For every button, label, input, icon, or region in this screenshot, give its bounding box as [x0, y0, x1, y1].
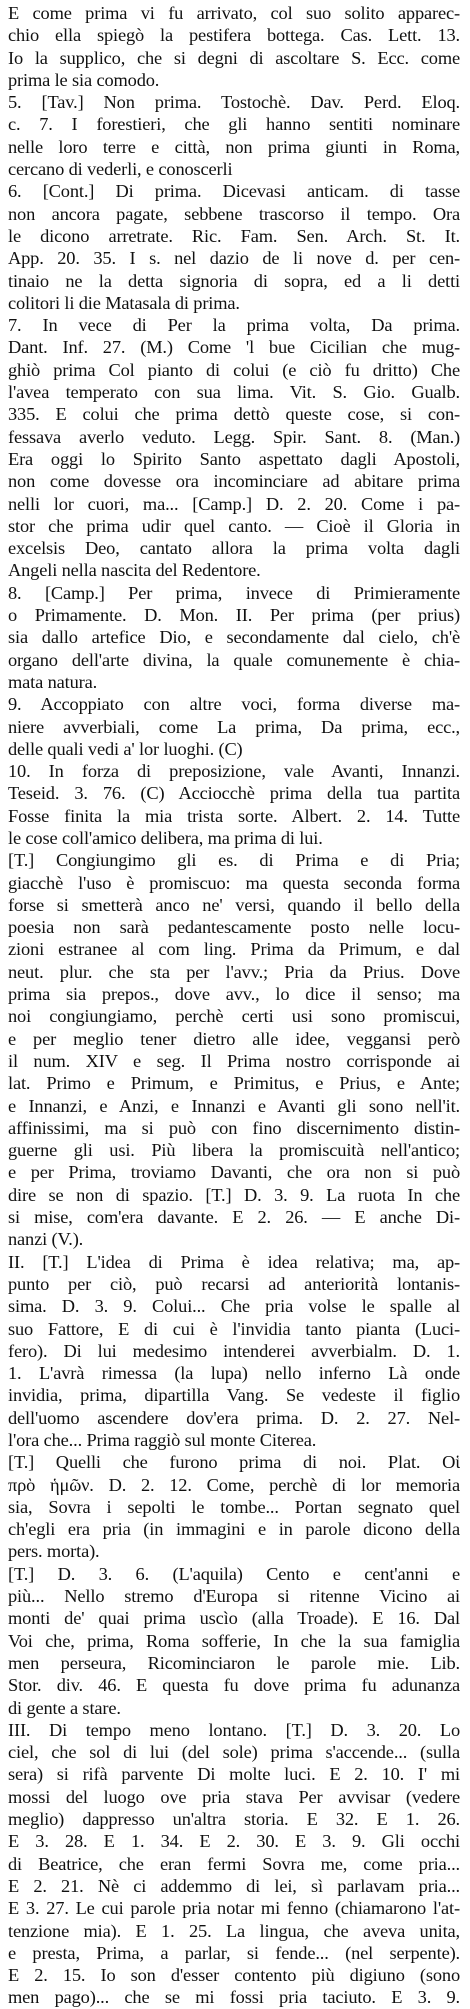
- text-line: E 3. 27. Le cui parole pria notar mi fenno (chiamarono l'at-: [8, 1898, 460, 1919]
- text-line: πρὸ ἡμῶν. D. 2. 12. Come, perchè di lor memoria: [8, 1474, 460, 1495]
- text-line: E 2. 21. Nè ci addemmo di lei, sì parlavam pria...: [8, 1875, 460, 1896]
- text-line: e per meglio tener dietro alle idee, veggansi però: [8, 1028, 460, 1049]
- text-line: monti de' quai prima uscìo (alla Troade). E 16. Dal: [8, 1608, 460, 1629]
- text-line: men pago)... che se mi fossi pria taciuto. E 3. 9.: [8, 1987, 460, 2008]
- text-line: 7. In vece di Per la prima volta, Da prima.: [8, 315, 460, 336]
- text-line: mata natura.: [8, 671, 98, 692]
- text-line: poesia non sarà pedantescamente posto nelle locu-: [8, 917, 460, 938]
- text-line: 9. Accoppiato con altre voci, forma diverse ma-: [8, 694, 460, 715]
- text-line: ch'egli era pria (in immagini e in parole dicono della: [8, 1519, 460, 1540]
- text-line: e per Prima, troviamo Davanti, che ora non si può: [8, 1162, 460, 1183]
- text-line: men perseura, Ricominciaron le parole mie. Lib.: [8, 1652, 460, 1673]
- text-line: non come dovesse ora incominciare ad abitare prima: [8, 471, 460, 492]
- text-line: meglio) dappresso un'altra storia. E 32. E 1. 26.: [8, 1809, 460, 1830]
- text-line: Dant. Inf. 27. (M.) Come 'l bue Cicilian che mug-: [8, 337, 460, 358]
- text-line: tenzione mia). E 1. 25. La lingua, che aveva unita,: [8, 1920, 460, 1941]
- text-line: lat. Primo e Primum, e Primitus, e Prius, e Ante;: [8, 1073, 460, 1094]
- text-line: o Primamente. D. Mon. II. Per prima (per prius): [8, 605, 460, 626]
- text-line: stor che prima udir quel canto. — Cioè il Gloria in: [8, 515, 460, 536]
- text-line: sima. D. 3. 9. Colui... Che pria volse le spalle al: [8, 1296, 460, 1317]
- text-line: 8. [Camp.] Per prima, invece di Primieramente: [8, 582, 460, 603]
- text-line: più... Nello stremo d'Europa si ritenne Vicino ai: [8, 1586, 460, 1607]
- text-line: zioni estranee al com ling. Prima da Primum, e dal: [8, 939, 460, 960]
- text-line: Stor. div. 46. E questa fu dove prima fu adunanza: [8, 1675, 460, 1696]
- text-line: prima sia prepos., dove avv., lo dice il senso; ma: [8, 984, 460, 1005]
- text-line: App. 20. 35. I s. nel dazio de li nove d. per cen-: [8, 248, 460, 269]
- text-line: guerne gli usi. Più libera la promiscuità nell'antico;: [8, 1140, 460, 1161]
- text-line: excelsis Deo, cantato allora la prima volta dagli: [8, 538, 460, 559]
- text-line: di gente a stare.: [8, 1697, 121, 1718]
- text-line: organo dell'arte divina, la quale comunemente è chia-: [8, 649, 460, 670]
- text-line: non ancora pagate, sebbene trascorso il tempo. Ora: [8, 203, 460, 224]
- text-line: sia, Sovra i sepolti le tombe... Portan segnato quel: [8, 1496, 460, 1517]
- text-line: sia dallo artefice Dio, e secondamente dal cielo, ch'è: [8, 627, 460, 648]
- text-line: e Innanzi, e Anzi, e Innanzi e Avanti gli sono nell'it.: [8, 1095, 460, 1116]
- text-line: noi congiungiamo, perchè certi usi sono promiscui,: [8, 1006, 460, 1027]
- text-line: nelli lor cuori, ma... [Camp.] D. 2. 20. Come i pa-: [8, 493, 460, 514]
- text-line: niere avverbiali, come La prima, Da prima, ecc.,: [8, 716, 460, 737]
- text-line: chio ella spiegò la pestifera bottega. Cas. Lett. 13.: [8, 25, 460, 46]
- text-line: III. Di tempo meno lontano. [T.] D. 3. 20. Lo: [8, 1719, 460, 1740]
- text-line: invidia, prima, dipartilla Vang. Se vedeste il figlio: [8, 1385, 460, 1406]
- text-line: Voi che, prima, Roma sofferie, In che la sua famiglia: [8, 1630, 460, 1651]
- text-line: mossi del luogo ove pria stava Per avvisar (vedere: [8, 1786, 460, 1807]
- text-line: fero). Di lui medesimo intenderei avverbialm. D. 1.: [8, 1340, 460, 1361]
- text-line: [T.] Congiungimo gli es. di Prima e di Pria;: [8, 850, 460, 871]
- text-line: si mise, com'era davante. E 2. 26. — E anche Di-: [8, 1207, 460, 1228]
- text-line: forse si smetterà anco ne' versi, quando il bello della: [8, 894, 460, 915]
- text-line: [T.] D. 3. 6. (L'aquila) Cento e cent'anni e: [8, 1563, 460, 1584]
- text-line: le cose coll'amico delibera, ma prima di lui.: [8, 827, 323, 848]
- text-line: punto per ciò, può recarsi ad anteriorità lontanis-: [8, 1273, 460, 1294]
- text-line: il num. XIV e seg. Il Prima nostro corrisponde ai: [8, 1050, 460, 1071]
- text-line: [T.] Quelli che furono prima di noi. Plat. Οἱ: [8, 1452, 460, 1473]
- text-line: 6. [Cont.] Di prima. Dicevasi anticam. di tasse: [8, 181, 460, 202]
- text-line: pers. morta).: [8, 1541, 100, 1562]
- text-line: le dicono arretrate. Ric. Fam. Sen. Arch. St. It.: [8, 225, 460, 246]
- text-line: E 2. 15. Io son d'esser contento più digiuno (sono: [8, 1965, 460, 1986]
- text-line: 335. E colui che prima dettò queste cose, si con-: [8, 404, 460, 425]
- text-line: dell'uomo ascendere dov'era prima. D. 2. 27. Nel-: [8, 1407, 460, 1428]
- text-line: l'ora che... Prima raggiò sul monte Citerea.: [8, 1430, 317, 1450]
- text-line: nelle loro terre e città, non prima giunti in Roma,: [8, 136, 460, 157]
- text-line: nanzi (V.).: [8, 1229, 84, 1250]
- text-line: dire se non di spazio. [T.] D. 3. 9. La ruota In che: [8, 1184, 460, 1205]
- text-line: fessava averlo veduto. Legg. Spir. Sant. 8. (Man.): [8, 426, 460, 447]
- text-line: 10. In forza di preposizione, vale Avanti, Innanzi.: [8, 761, 460, 782]
- text-line: di Beatrice, che eran fermi Sovra me, come pria...: [8, 1853, 460, 1874]
- text-line: E 3. 28. E 1. 34. E 2. 30. E 3. 9. Gli occhi: [8, 1831, 460, 1852]
- text-line: giacchè l'uso è promiscuo: ma questa seconda forma: [8, 872, 460, 893]
- text-line: tinaio ne la detta signoria di sopra, ed a li detti: [8, 270, 460, 291]
- text-line: delle quali vedi a' lor luoghi. (C): [8, 738, 243, 759]
- text-line: Era oggi lo Spirito Santo aspettato dagli Apostoli,: [8, 448, 460, 469]
- text-line: neut. plur. che sta per l'avv.; Pria da Prius. Dove: [8, 961, 460, 982]
- text-line: affinissimi, ma si può con fino discernimento distin-: [8, 1117, 460, 1138]
- text-line: c. 7. I forestieri, che gli hanno sentiti nominare: [8, 114, 460, 135]
- text-line: suo Fattore, E di cui è l'invidia tanto pianta (Luci-: [8, 1318, 460, 1339]
- text-line: ciel, che sol di lui (del sole) prima s'accende... (sulla: [8, 1742, 460, 1763]
- text-line: Teseid. 3. 76. (C) Acciocchè prima della tua partita: [8, 783, 460, 804]
- text-line: 5. [Tav.] Non prima. Tostochè. Dav. Perd. Eloq.: [8, 92, 460, 113]
- text-line: colitori li die Matasala di prima.: [8, 292, 240, 313]
- text-line: sera) si rifà parvente Di molte luci. E 2. 10. I' mi: [8, 1764, 460, 1785]
- text-line: prima le sia comodo.: [8, 69, 160, 90]
- text-line: E come prima vi fu arrivato, col suo solito apparec-: [8, 3, 460, 23]
- text-line: Fosse finita la mia trista sorte. Albert. 2. 14. Tutte: [8, 805, 460, 826]
- text-line: e presta, Prima, a parlar, si fende... (nel serpente).: [8, 1942, 460, 1963]
- text-line: cercano di vederli, e conoscerli: [8, 159, 233, 180]
- text-line: Io la supplico, che si degni di ascoltare S. Ecc. come: [8, 47, 460, 68]
- text-line: II. [T.] L'idea di Prima è idea relativa; ma, ap-: [8, 1251, 460, 1272]
- text-line: l'avea temperato con sua lima. Vit. S. Gio. Gualb.: [8, 382, 460, 403]
- text-line: ghiò prima Col pianto di colui (e ciò fu dritto) Che: [8, 359, 460, 380]
- text-line: 1. L'avrà rimessa (la lupa) nello inferno Là onde: [8, 1363, 460, 1384]
- text-line: Angeli nella nascita del Redentore.: [8, 560, 261, 581]
